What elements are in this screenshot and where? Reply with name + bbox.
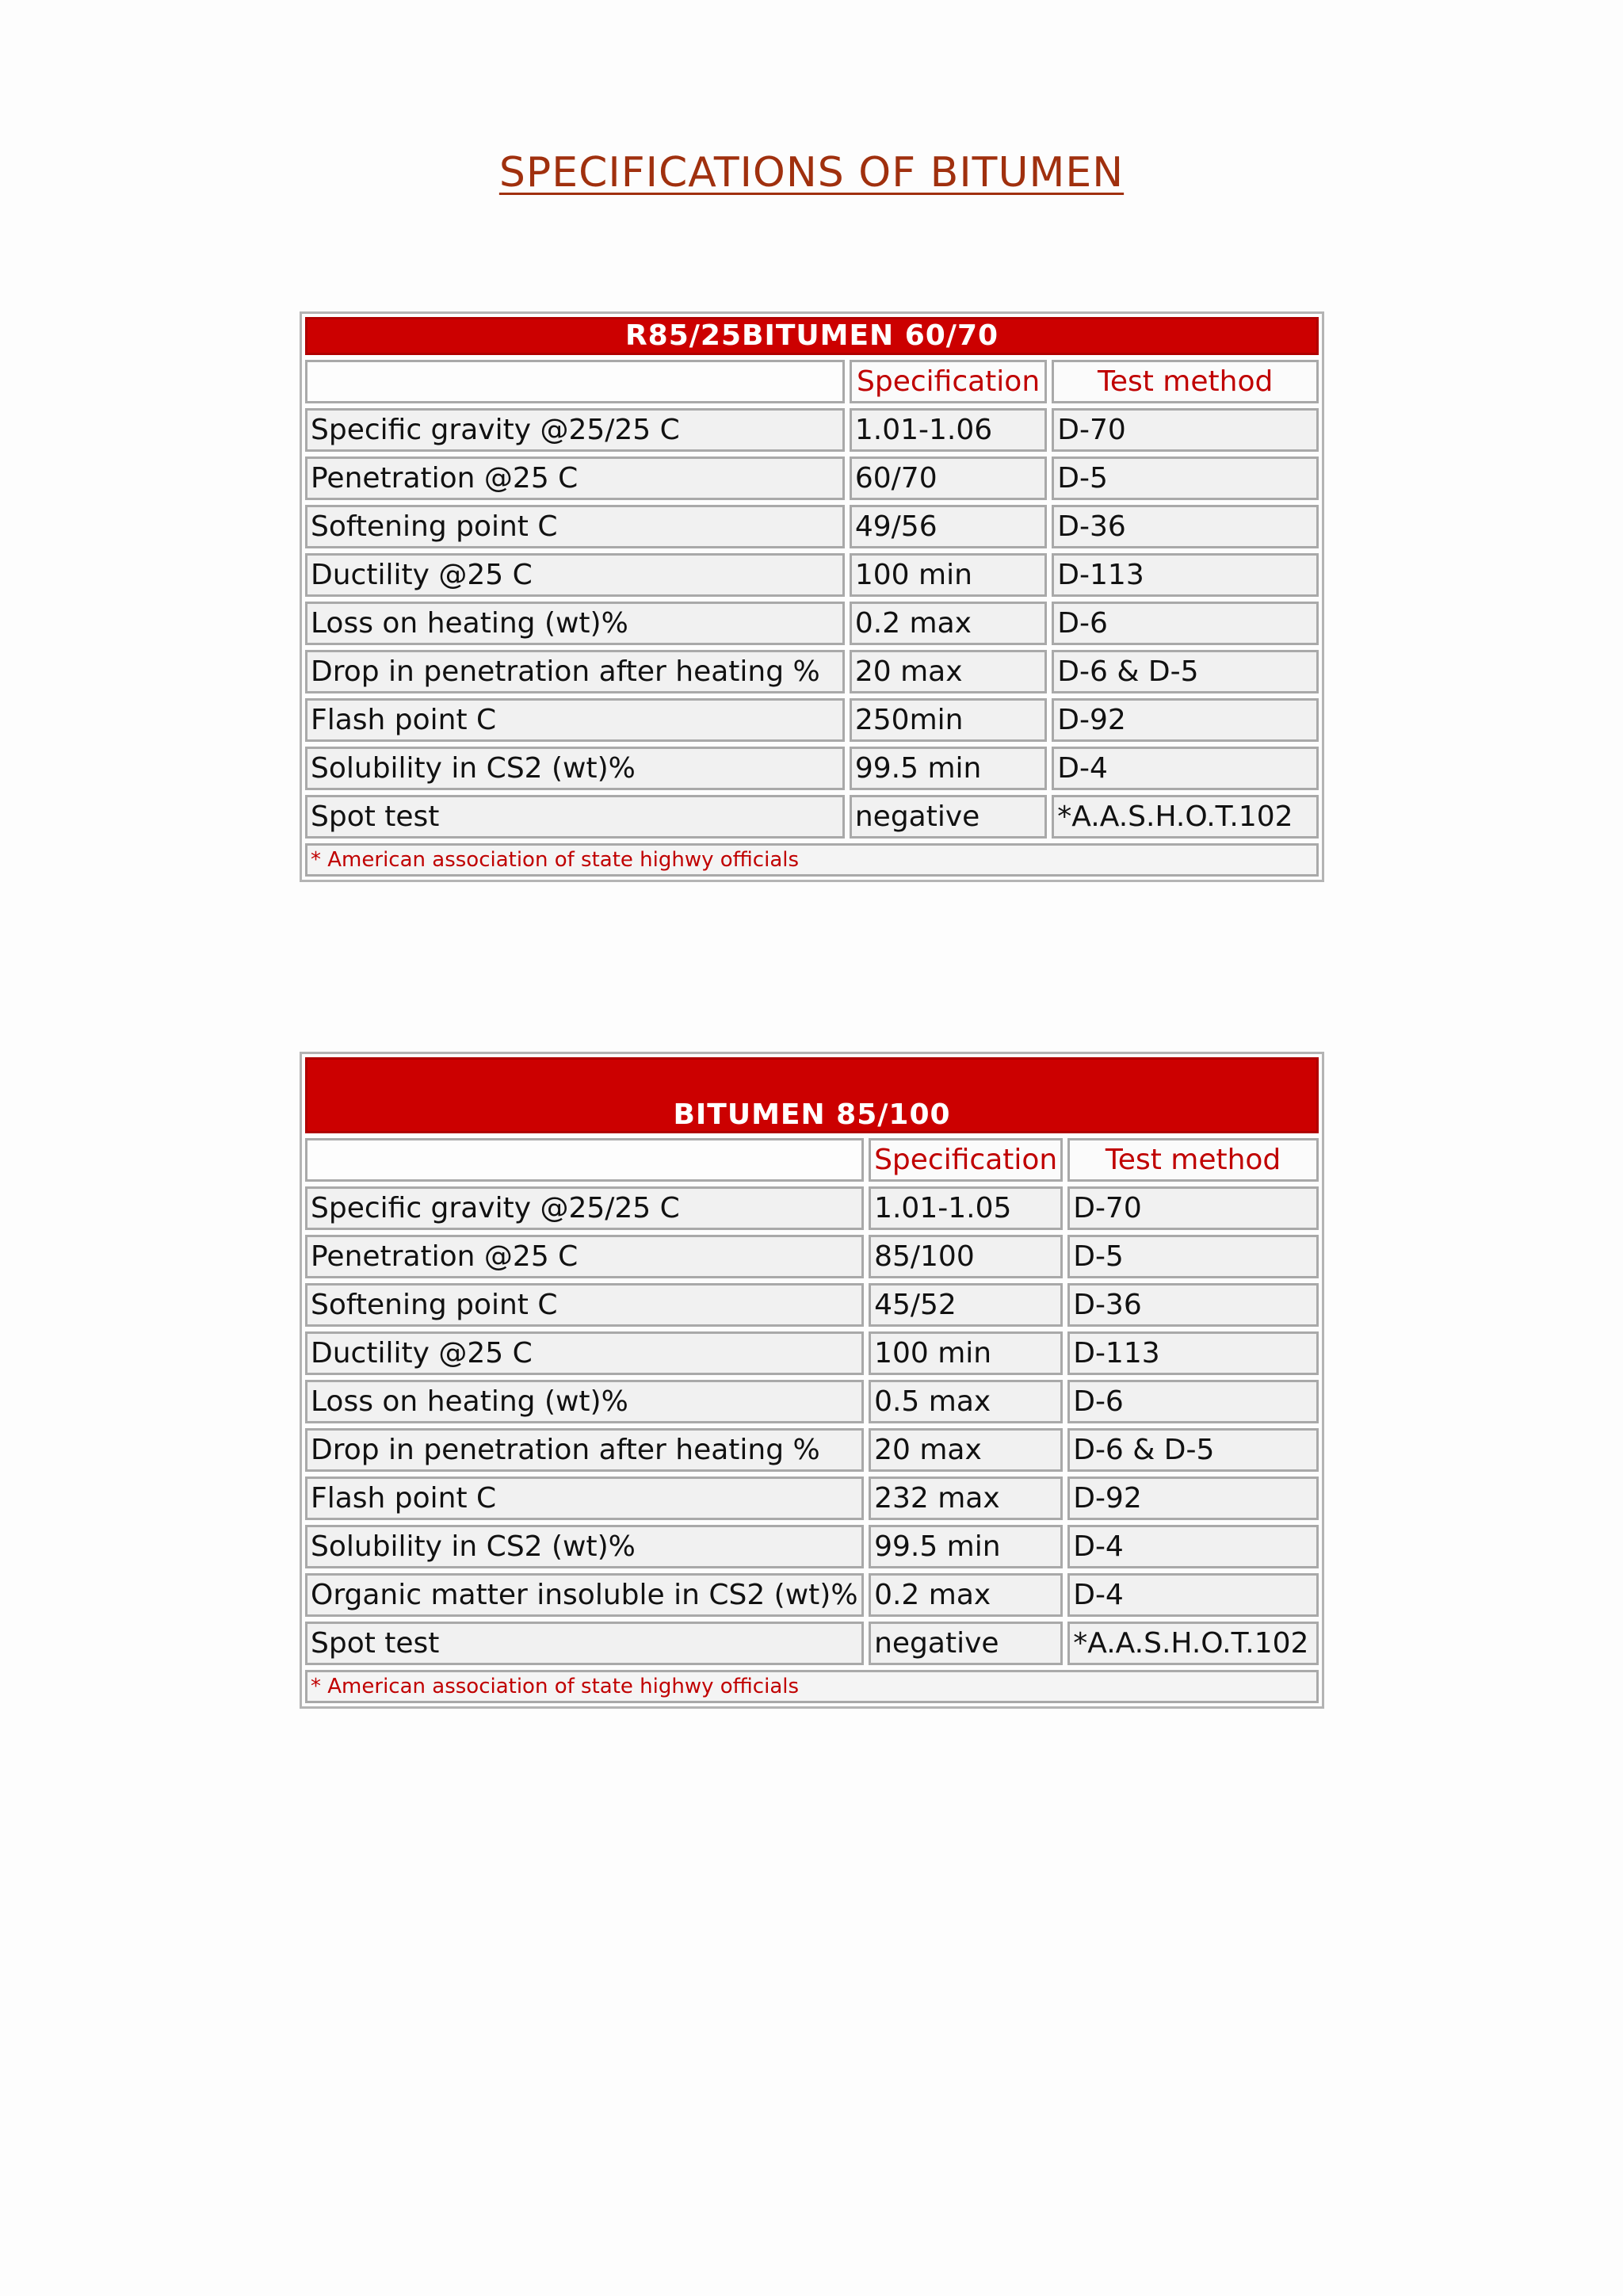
table-row <box>305 650 1319 693</box>
table-row <box>305 1428 1319 1472</box>
specification-cell: 45/52 <box>869 1283 1063 1327</box>
test-method-cell: D-6 <box>1052 602 1319 645</box>
specification-cell: 99.5 min <box>869 1525 1063 1568</box>
bitumen-60-70-table <box>300 311 1324 882</box>
footnote-row <box>305 843 1319 877</box>
property-cell: Specific gravity @25/25 C <box>305 1186 864 1230</box>
test-method-cell: *A.A.S.H.O.T.102 <box>1067 1622 1319 1665</box>
test-method-cell: D-113 <box>1052 553 1319 597</box>
bitumen-85-100-table <box>300 1052 1324 1709</box>
test-method-cell: D-92 <box>1067 1477 1319 1520</box>
table-row <box>305 747 1319 790</box>
table-row <box>305 408 1319 452</box>
specification-cell: 0.5 max <box>869 1380 1063 1423</box>
specification-cell: 100 min <box>850 553 1047 597</box>
specification-cell: negative <box>869 1622 1063 1665</box>
test-method-cell: D-70 <box>1067 1186 1319 1230</box>
table-row <box>305 505 1319 548</box>
specification-cell: 99.5 min <box>850 747 1047 790</box>
property-cell: Loss on heating (wt)% <box>305 602 845 645</box>
table-row <box>305 457 1319 500</box>
property-cell: Penetration @25 C <box>305 457 845 500</box>
specification-cell: 232 max <box>869 1477 1063 1520</box>
table-row <box>305 795 1319 839</box>
test-method-cell: D-4 <box>1052 747 1319 790</box>
specification-cell: negative <box>850 795 1047 839</box>
table-caption-row <box>305 317 1319 355</box>
table-row <box>305 1380 1319 1423</box>
specification-cell: 85/100 <box>869 1235 1063 1278</box>
specification-cell: 1.01-1.06 <box>850 408 1047 452</box>
header-test-method: Test method <box>1067 1138 1319 1182</box>
footnote: * American association of state highwy officials <box>305 1670 1319 1703</box>
specification-cell: 1.01-1.05 <box>869 1186 1063 1230</box>
specification-cell: 0.2 max <box>850 602 1047 645</box>
property-cell: Organic matter insoluble in CS2 (wt)% <box>305 1573 864 1617</box>
table-row <box>305 1622 1319 1665</box>
table-row <box>305 1235 1319 1278</box>
test-method-cell: D-6 & D-5 <box>1052 650 1319 693</box>
table-row <box>305 1573 1319 1617</box>
property-cell: Softening point C <box>305 1283 864 1327</box>
footnote: * American association of state highwy officials <box>305 843 1319 877</box>
table-row <box>305 1283 1319 1327</box>
test-method-cell: D-113 <box>1067 1331 1319 1375</box>
property-cell: Softening point C <box>305 505 845 548</box>
property-cell: Ductility @25 C <box>305 553 845 597</box>
property-cell: Specific gravity @25/25 C <box>305 408 845 452</box>
property-cell: Spot test <box>305 1622 864 1665</box>
test-method-cell: D-5 <box>1067 1235 1319 1278</box>
table-row <box>305 1186 1319 1230</box>
table-row <box>305 1525 1319 1568</box>
property-cell: Loss on heating (wt)% <box>305 1380 864 1423</box>
test-method-cell: D-36 <box>1067 1283 1319 1327</box>
property-cell: Drop in penetration after heating % <box>305 1428 864 1472</box>
test-method-cell: D-5 <box>1052 457 1319 500</box>
footnote-row <box>305 1670 1319 1703</box>
test-method-cell: D-6 & D-5 <box>1067 1428 1319 1472</box>
specification-cell: 60/70 <box>850 457 1047 500</box>
table-row <box>305 553 1319 597</box>
header-specification: Specification <box>869 1138 1063 1182</box>
property-cell: Flash point C <box>305 698 845 742</box>
test-method-cell: D-36 <box>1052 505 1319 548</box>
test-method-cell: D-4 <box>1067 1573 1319 1617</box>
table-caption-row <box>305 1057 1319 1133</box>
property-cell: Drop in penetration after heating % <box>305 650 845 693</box>
header-specification: Specification <box>850 360 1047 403</box>
table-header-row <box>305 360 1319 403</box>
table-header-row <box>305 1138 1319 1182</box>
header-blank-cell <box>305 1138 864 1182</box>
test-method-cell: *A.A.S.H.O.T.102 <box>1052 795 1319 839</box>
specification-cell: 49/56 <box>850 505 1047 548</box>
header-blank-cell <box>305 360 845 403</box>
test-method-cell: D-70 <box>1052 408 1319 452</box>
specification-cell: 250min <box>850 698 1047 742</box>
property-cell: Ductility @25 C <box>305 1331 864 1375</box>
specification-cell: 100 min <box>869 1331 1063 1375</box>
table-caption: R85/25BITUMEN 60/70 <box>305 317 1319 355</box>
test-method-cell: D-6 <box>1067 1380 1319 1423</box>
table-row <box>305 1331 1319 1375</box>
property-cell: Solubility in CS2 (wt)% <box>305 747 845 790</box>
property-cell: Spot test <box>305 795 845 839</box>
test-method-cell: D-4 <box>1067 1525 1319 1568</box>
property-cell: Flash point C <box>305 1477 864 1520</box>
property-cell: Penetration @25 C <box>305 1235 864 1278</box>
table-row <box>305 602 1319 645</box>
specification-cell: 20 max <box>850 650 1047 693</box>
table-caption: BITUMEN 85/100 <box>305 1057 1319 1133</box>
specification-cell: 0.2 max <box>869 1573 1063 1617</box>
table-row <box>305 1477 1319 1520</box>
property-cell: Solubility in CS2 (wt)% <box>305 1525 864 1568</box>
specification-cell: 20 max <box>869 1428 1063 1472</box>
page-title: SPECIFICATIONS OF BITUMEN <box>498 149 1125 197</box>
header-test-method: Test method <box>1052 360 1319 403</box>
table-row <box>305 698 1319 742</box>
test-method-cell: D-92 <box>1052 698 1319 742</box>
